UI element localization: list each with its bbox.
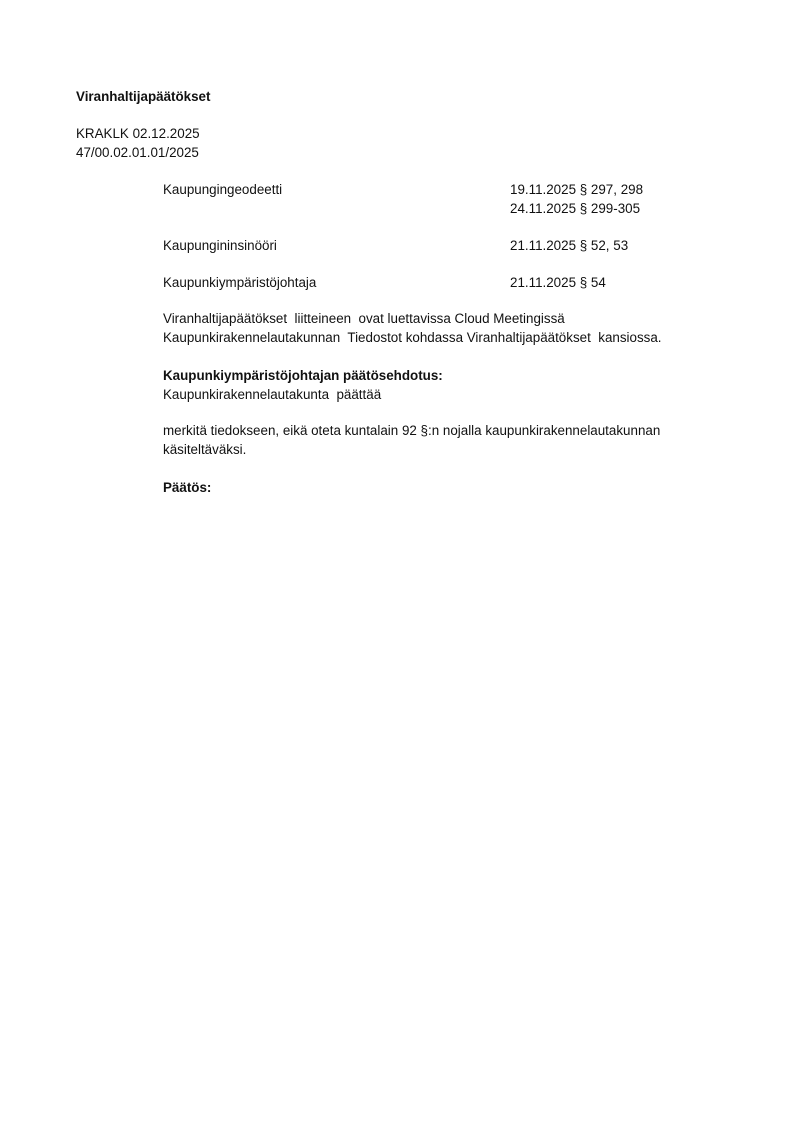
info-paragraph [163,310,708,347]
proposal-heading: Kaupunkiympäristöjohtajan päätösehdotus: [163,368,443,383]
decision-role: Kaupunkiympäristöjohtaja [163,274,317,290]
proposal-text: Kaupunkirakennelautakunta päättää [163,387,382,402]
info-line: Kaupunkirakennelautakunnan Tiedostot kohdassa Viranhaltijapäätökset kansiossa. [163,329,662,345]
case-number: 47/00.02.01.01/2025 [76,145,199,160]
decision-role: Kaupungingeodeetti [163,182,283,197]
decision-list [163,181,723,292]
spacer [163,218,723,237]
decision-row [163,200,723,219]
decision-row [163,237,723,256]
decision-date: 21.11.2025 § 52, 53 [510,237,629,253]
decision-line: käsiteltäväksi. [163,441,247,457]
document-title: Viranhaltijapäätökset [76,89,211,104]
decision-date: 19.11.2025 § 297, 298 [510,182,644,197]
decision-row [163,181,723,200]
info-line: Viranhaltijapäätökset liitteineen ovat luettavissa Cloud Meetingissä [163,311,565,326]
decision-paragraph [163,422,708,459]
spacer [163,255,723,274]
decision-row [163,274,723,293]
decision-date: 21.11.2025 § 54 [510,274,606,290]
decision-role: Kaupungininsinööri [163,237,277,253]
decision-line: merkitä tiedokseen, eikä oteta kuntalain 92 §:n nojalla kaupunkirakennelautakunnan [163,423,661,438]
decision-heading: Päätös: [163,480,212,495]
decision-date: 24.11.2025 § 299-305 [510,200,641,216]
meeting-reference: KRAKLK 02.12.2025 [76,126,200,141]
